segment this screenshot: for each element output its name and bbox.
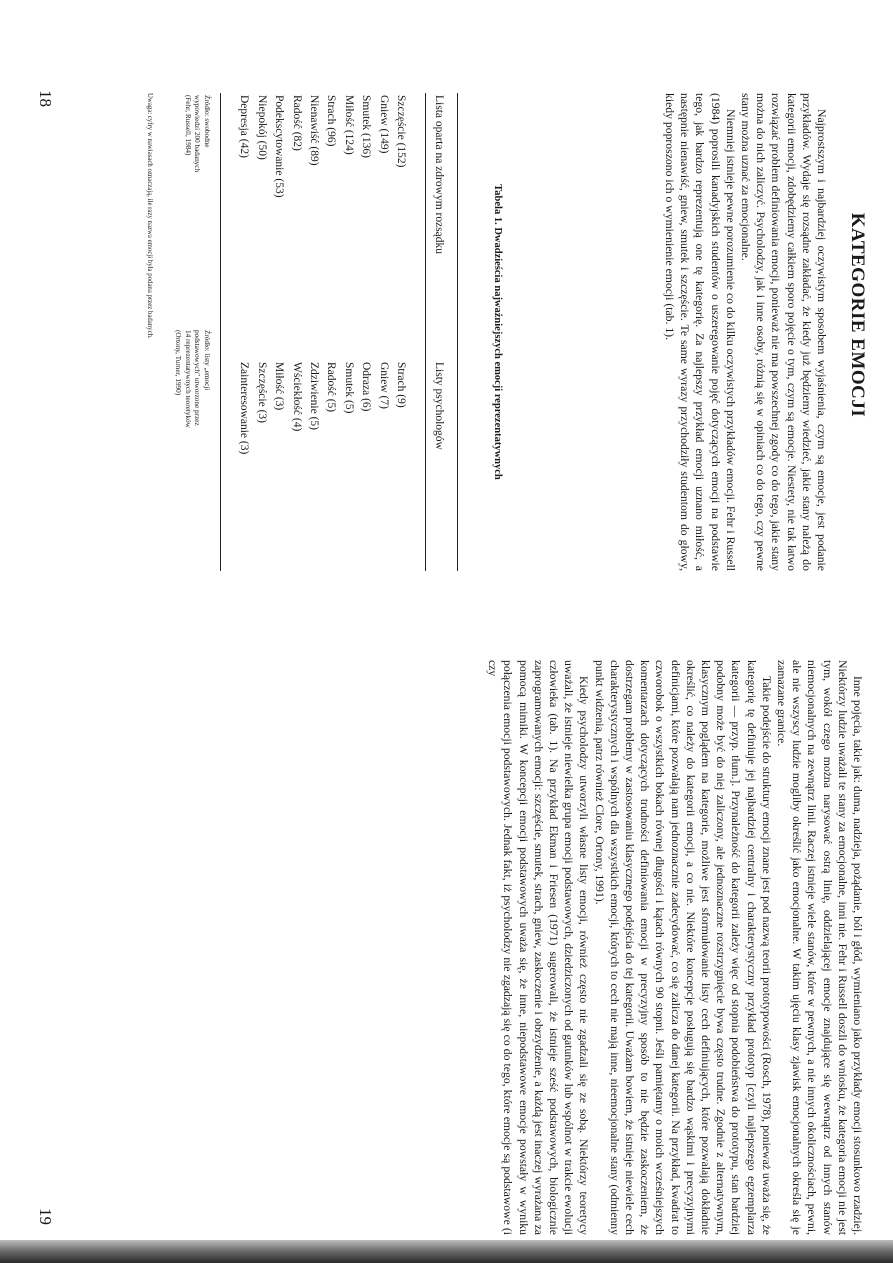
paragraph: Takie podejście do struktury emocji znane jest pod nazwą teorii prototypowości (Rosch, 1978), ponieważ uważa się, że kategorię tę definiuje jej najbardziej centralny i charakterystyczny przykład prototyp [czyli najlepszego egzemplarza kategorii — przyp. tłum.]. Przynależność do kategorii zależy więc od stopnia podobieństwa do prototypu, stan bardziej podobny może być do niej zaliczony, ale jednoznaczne rozstrzygnięcie bywa często trudne. Zgodnie z alternatywnym, klasycznym poglądem na kategorie, możliwe jest sformułowanie listy cech definiujących, które pozwalają dokładnie określić, co należy do kategorii emocji, a co nie. Niektóre koncepcje posługują się bardzo wąskimi i precyzyjnymi definicjami, które pozwalają nam jednoznacznie zadecydować, co się zalicza do danej kategorii. Na przykład, kwadrat to czworobok o wszystkich bokach równej długości i kątach równych 90 stopni. Jeśli pamiętamy o moich wcześniejszych komentarzach dotyczących trudności definiowania emocji w precyzyjny sposób to nie będzie zaskoczeniem, że dostrzegam problemy w zastosowaniu klasycznego podejścia do tej kategorii. Uważam bowiem, że istnieje niewiele cech charakterystycznych i wspólnych dla wszystkich emocji, których to cech nie mają inne, nieemocjonalne stany (odmienny punkt widzenia, patrz również Clore, Ortony, 1991).: [592, 660, 773, 1235]
table-cell: Gniew (7): [377, 362, 390, 409]
table-cell: Smutek (5): [342, 362, 355, 414]
table-source-common-sense: [182, 95, 211, 172]
table-cell: Nienawiść (89): [307, 95, 320, 166]
source-line: wypowiedzi 200 badanych: [193, 95, 202, 173]
table-source-psychologists: [173, 330, 211, 428]
left-body-text: [662, 93, 829, 571]
table-column-common-sense: [235, 95, 409, 198]
table-cell: Gniew (149): [377, 95, 390, 154]
chapter-title: KATEGORIE EMOCJI: [847, 212, 868, 418]
paragraph: Inne pojęcia, takie jak: duma, nadzieja, pożądanie, ból i głód, wymieniano jako przykłady emocji stosunkowo rzadziej. Niektórzy ludzie uważali te stany za emocjonalne, inni nie. Fehr i Russell doszli do wniosku, że kategoria emocji nie jest tym, wokół czego można narysować ostrą linię, oddzielającej emocje znajdujące się wewnątrz od innych stanów niemocjonalnych na zewnątrz linii. Raczej istnieje wiele stanów, które w pewnych, a nie innych okolicznościach, pewni, ale nie wszyscy ludzie mogliby określić jako emocjonalne. W takim ujęciu klasy zjawisk emocjonalnych określa się je zamazane granice.: [774, 660, 864, 1235]
source-line: Źródło: swobodne: [203, 95, 211, 148]
page-number: 19: [36, 1208, 55, 1225]
source-line: (Ortony, Turner, 1990): [174, 330, 183, 396]
table-cell: Niepokój (50): [255, 95, 268, 160]
source-line: 14 reprezentatywnych teoretyków: [183, 330, 192, 428]
table-cell: Radość (5): [325, 362, 338, 413]
page-number: 18: [36, 90, 55, 107]
table-cell: Szczęście (3): [255, 362, 268, 423]
table-cell: Strach (96): [325, 95, 338, 147]
table-rule-middle: [425, 93, 426, 571]
paragraph: Najprostszym i najbardziej oczywistym sposobem wyjaśnienia, czym są emocje, jest podanie przykładów. Wydaje się rozsądne zakładać, że kiedy już będziemy wiedzieć, jakie stany należą do kategorii emocji, zdobędziemy całkiem sporo pojęcie o tym, czym są emocje. Niestety, nie tak łatwo rozwiązać problem definiowania emocji, ponieważ nie ma powszechnej zgody co do tego, jakie stany można do nich zaliczyć. Psycholodzy, jak i inne osoby, różnią się w opiniach co do tego, czy pewne stany można uznać za emocjonalne.: [738, 93, 828, 571]
table-cell: Podekscytowanie (53): [273, 95, 286, 198]
table-cell: Miłość (124): [342, 95, 355, 155]
table-cell: Strach (9): [395, 362, 407, 408]
scan-edge-shadow: [0, 1240, 893, 1263]
table-cell: Odraza (6): [360, 362, 373, 412]
paragraph: Niemniej istnieje pewne porozumienie co do kilku oczywistych przykładów emocji. Fehr i Russell (1984) poprosili kanadyjskich studentów o uszeregowanie pojęć dotyczących emocji na podstawie tego, jak bardzo reprezentują one tę kategorię. Za najlepszy przykład emocji uznano miłość, a następnie nienawiść, gniew, smutek i szczęście. Te same wyrazy przychodziły studentom do głowy, kiedy poproszono ich o wymienienie emocji (tab. 1).: [662, 93, 737, 571]
table-cell: Radość (82): [290, 95, 303, 151]
table-header-common-sense: Lista oparta na zdrowym rozsądku: [433, 95, 445, 255]
table-cell: Zainteresowanie (3): [238, 362, 251, 455]
paragraph: Kiedy psycholodzy utworzyli własne listy emocji, również często nie zgadzali się ze sobą. Niektórzy teoretycy uważali, że istnieje niewielka grupa emocji podstawowych, dziedziczonych od gatunków lub wspólnot w trakcie ewolucji człowieka (tab. 1). Na przykład Ekman i Friesen (1971) sugerowali, że istnieje sześć podstawowych, biologicznie zaprogramowanych emocji: szczęście, smutek, strach, gniew, zaskoczenie i obrzydzenie, a każdą jest inaczej wyrażana za pomocą mimiki. W koncepcji emocji podstawowych uważa się, że inne, niepodstawowe emocje powstały w wyniku połączenia emocji podstawowych. Jednak fakt, iż psycholodzy nie zgadzają się co do tego, które emocje są podstawowe (i czy: [486, 660, 591, 1235]
table-rule-bottom: [220, 93, 221, 571]
table-cell: Miłość (3): [273, 362, 286, 411]
table-cell: Wściekłość (4): [290, 362, 303, 432]
right-body-text: [485, 660, 865, 1235]
source-line: podstawowych" utworzone przez: [193, 330, 202, 426]
table-title: Tabela 1. Dwadzieścia najważniejszych emocji reprezentatywnych: [492, 184, 503, 480]
table-cell: Zdziwienie (5): [307, 362, 320, 431]
source-line: (Fehr, Russell, 1984): [183, 95, 192, 156]
table-note: Uwaga: cyfry w nawiasach oznaczają, ile razy nazwa emocji była podana przez badanych.: [146, 93, 153, 339]
left-page: [0, 0, 893, 630]
source-line: Źródło: listy „emocji: [203, 330, 211, 391]
table-cell: Depresja (42): [238, 95, 251, 158]
table-cell: Szczęście (152): [395, 95, 407, 168]
table-cell: Smutek (136): [360, 95, 373, 158]
table-rule-top: [457, 93, 458, 571]
table-column-psychologists: [235, 362, 409, 454]
right-page: [0, 630, 893, 1263]
table-header-psychologists: Listy psychologów: [433, 362, 445, 450]
